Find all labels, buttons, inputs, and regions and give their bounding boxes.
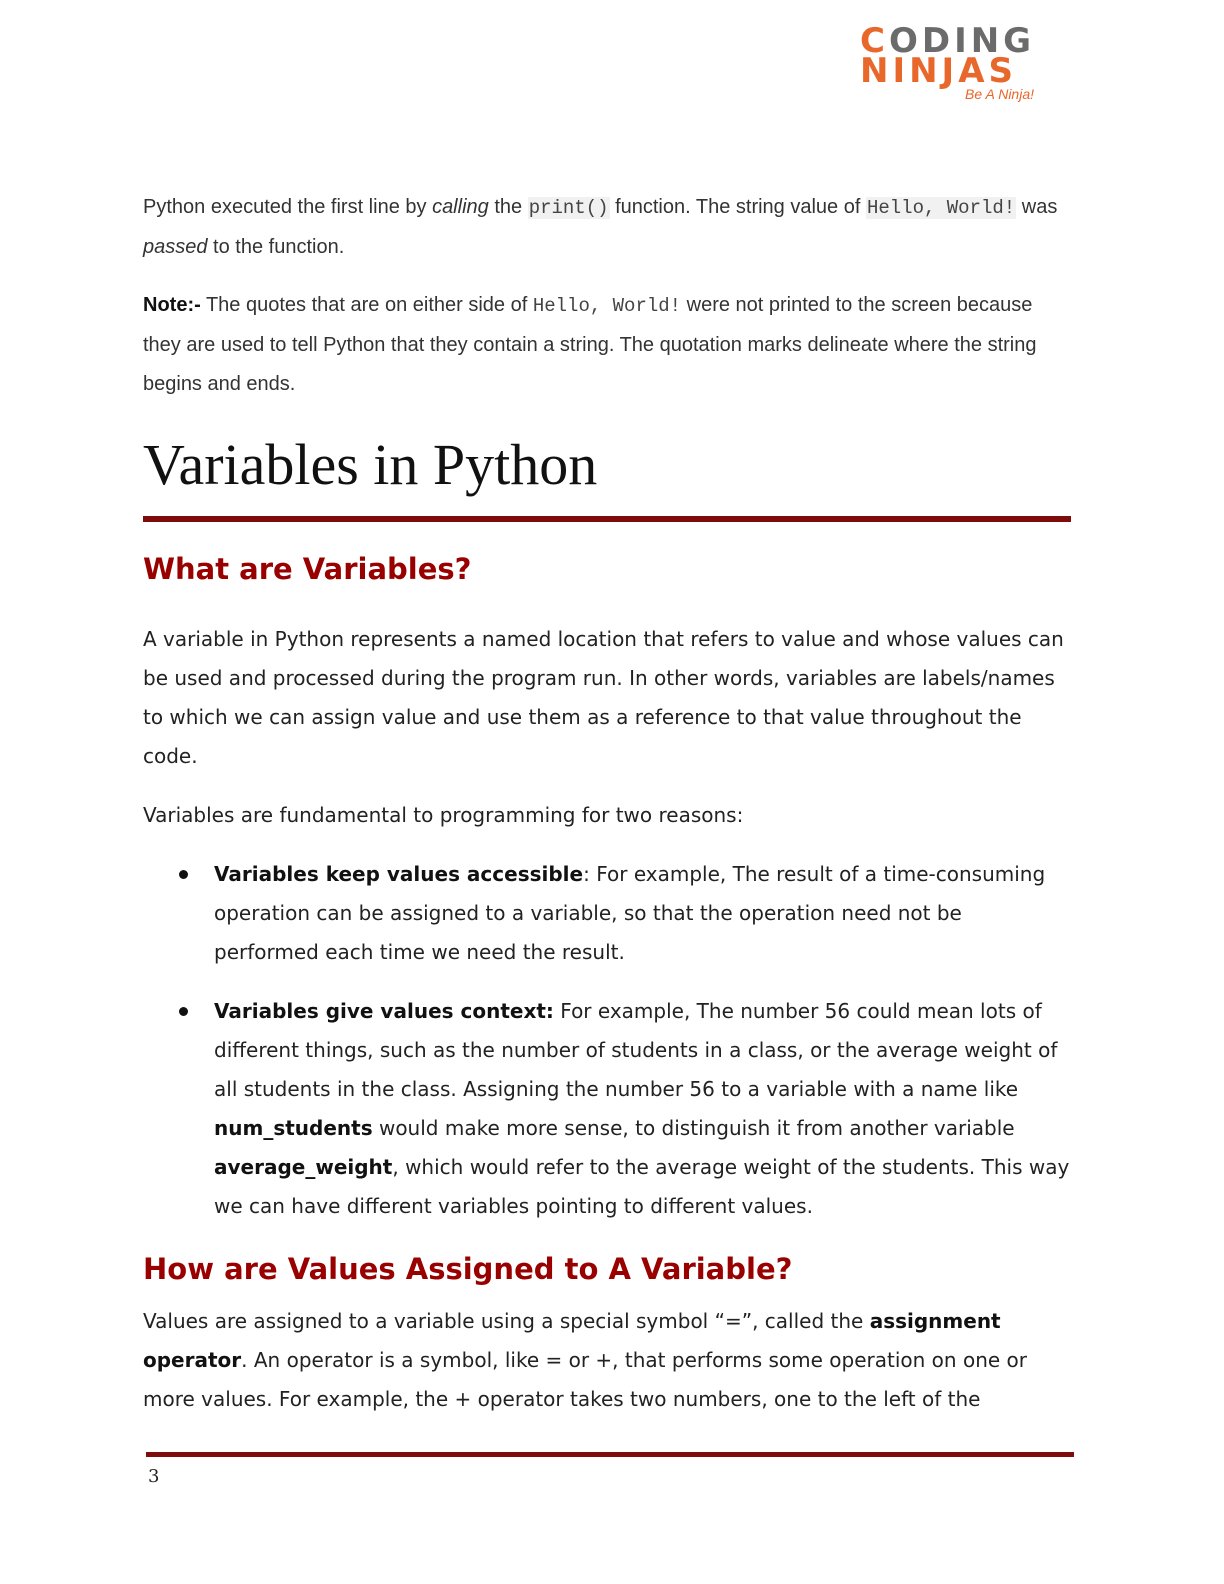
page-title: Variables in Python [143, 432, 598, 497]
logo-tagline: Be A Ninja! [965, 86, 1034, 102]
title-divider [143, 516, 1071, 522]
intro-paragraph: Python executed the first line by calling the print() function. The string value of Hello, World! was passed to the function. [143, 196, 1058, 258]
bullet-icon [179, 1007, 188, 1016]
logo-line-1: CODING [860, 21, 1036, 61]
reasons-list [143, 855, 1073, 1246]
fundamental-paragraph: Variables are fundamental to programming for two reasons: [143, 803, 744, 827]
heading-what-are-variables: What are Variables? [143, 552, 472, 586]
coding-ninjas-logo [858, 21, 1038, 104]
bullet-icon [179, 870, 188, 879]
footer-divider [146, 1452, 1074, 1457]
list-item: Variables give values context: For example, The number 56 could mean lots of different things, such as the number of students in a class, or the average weight of all students in the class. Assigning the number 56 to a variable with a name like num_students would make more sense, to distinguish it from another variable average_weight, which would refer to the average weight of the students. This way we can have different variables pointing to different values. [143, 992, 1073, 1226]
code-print: print() [528, 197, 609, 219]
code-hello-world-note: Hello, World! [532, 295, 682, 317]
page-number: 3 [148, 1466, 160, 1487]
heading-how-values-assigned: How are Values Assigned to A Variable? [143, 1252, 793, 1286]
list-item: Variables keep values accessible: For example, The result of a time-consuming operation can be assigned to a variable, so that the operation need not be performed each time we need the result. [143, 855, 1073, 972]
code-hello-world: Hello, World! [866, 197, 1016, 219]
logo-line-2: NINJAS [860, 51, 1018, 91]
note-paragraph: Note:- The quotes that are on either side of Hello, World! were not printed to the screen because they are used to tell Python that they contain a string. The quotation marks delineate where the string begins and ends. [143, 294, 1037, 395]
assignment-paragraph: Values are assigned to a variable using a special symbol “=”, called the assignment operator. An operator is a symbol, like = or +, that performs some operation on one or more values. For example, the + operator takes two numbers, one to the left of the [143, 1309, 1027, 1411]
note-label: Note:- [143, 294, 201, 316]
definition-paragraph: A variable in Python represents a named location that refers to value and whose values can be used and processed during the program run. In other words, variables are labels/names to which we can assign value and use them as a reference to that value throughout the code. [143, 627, 1064, 768]
